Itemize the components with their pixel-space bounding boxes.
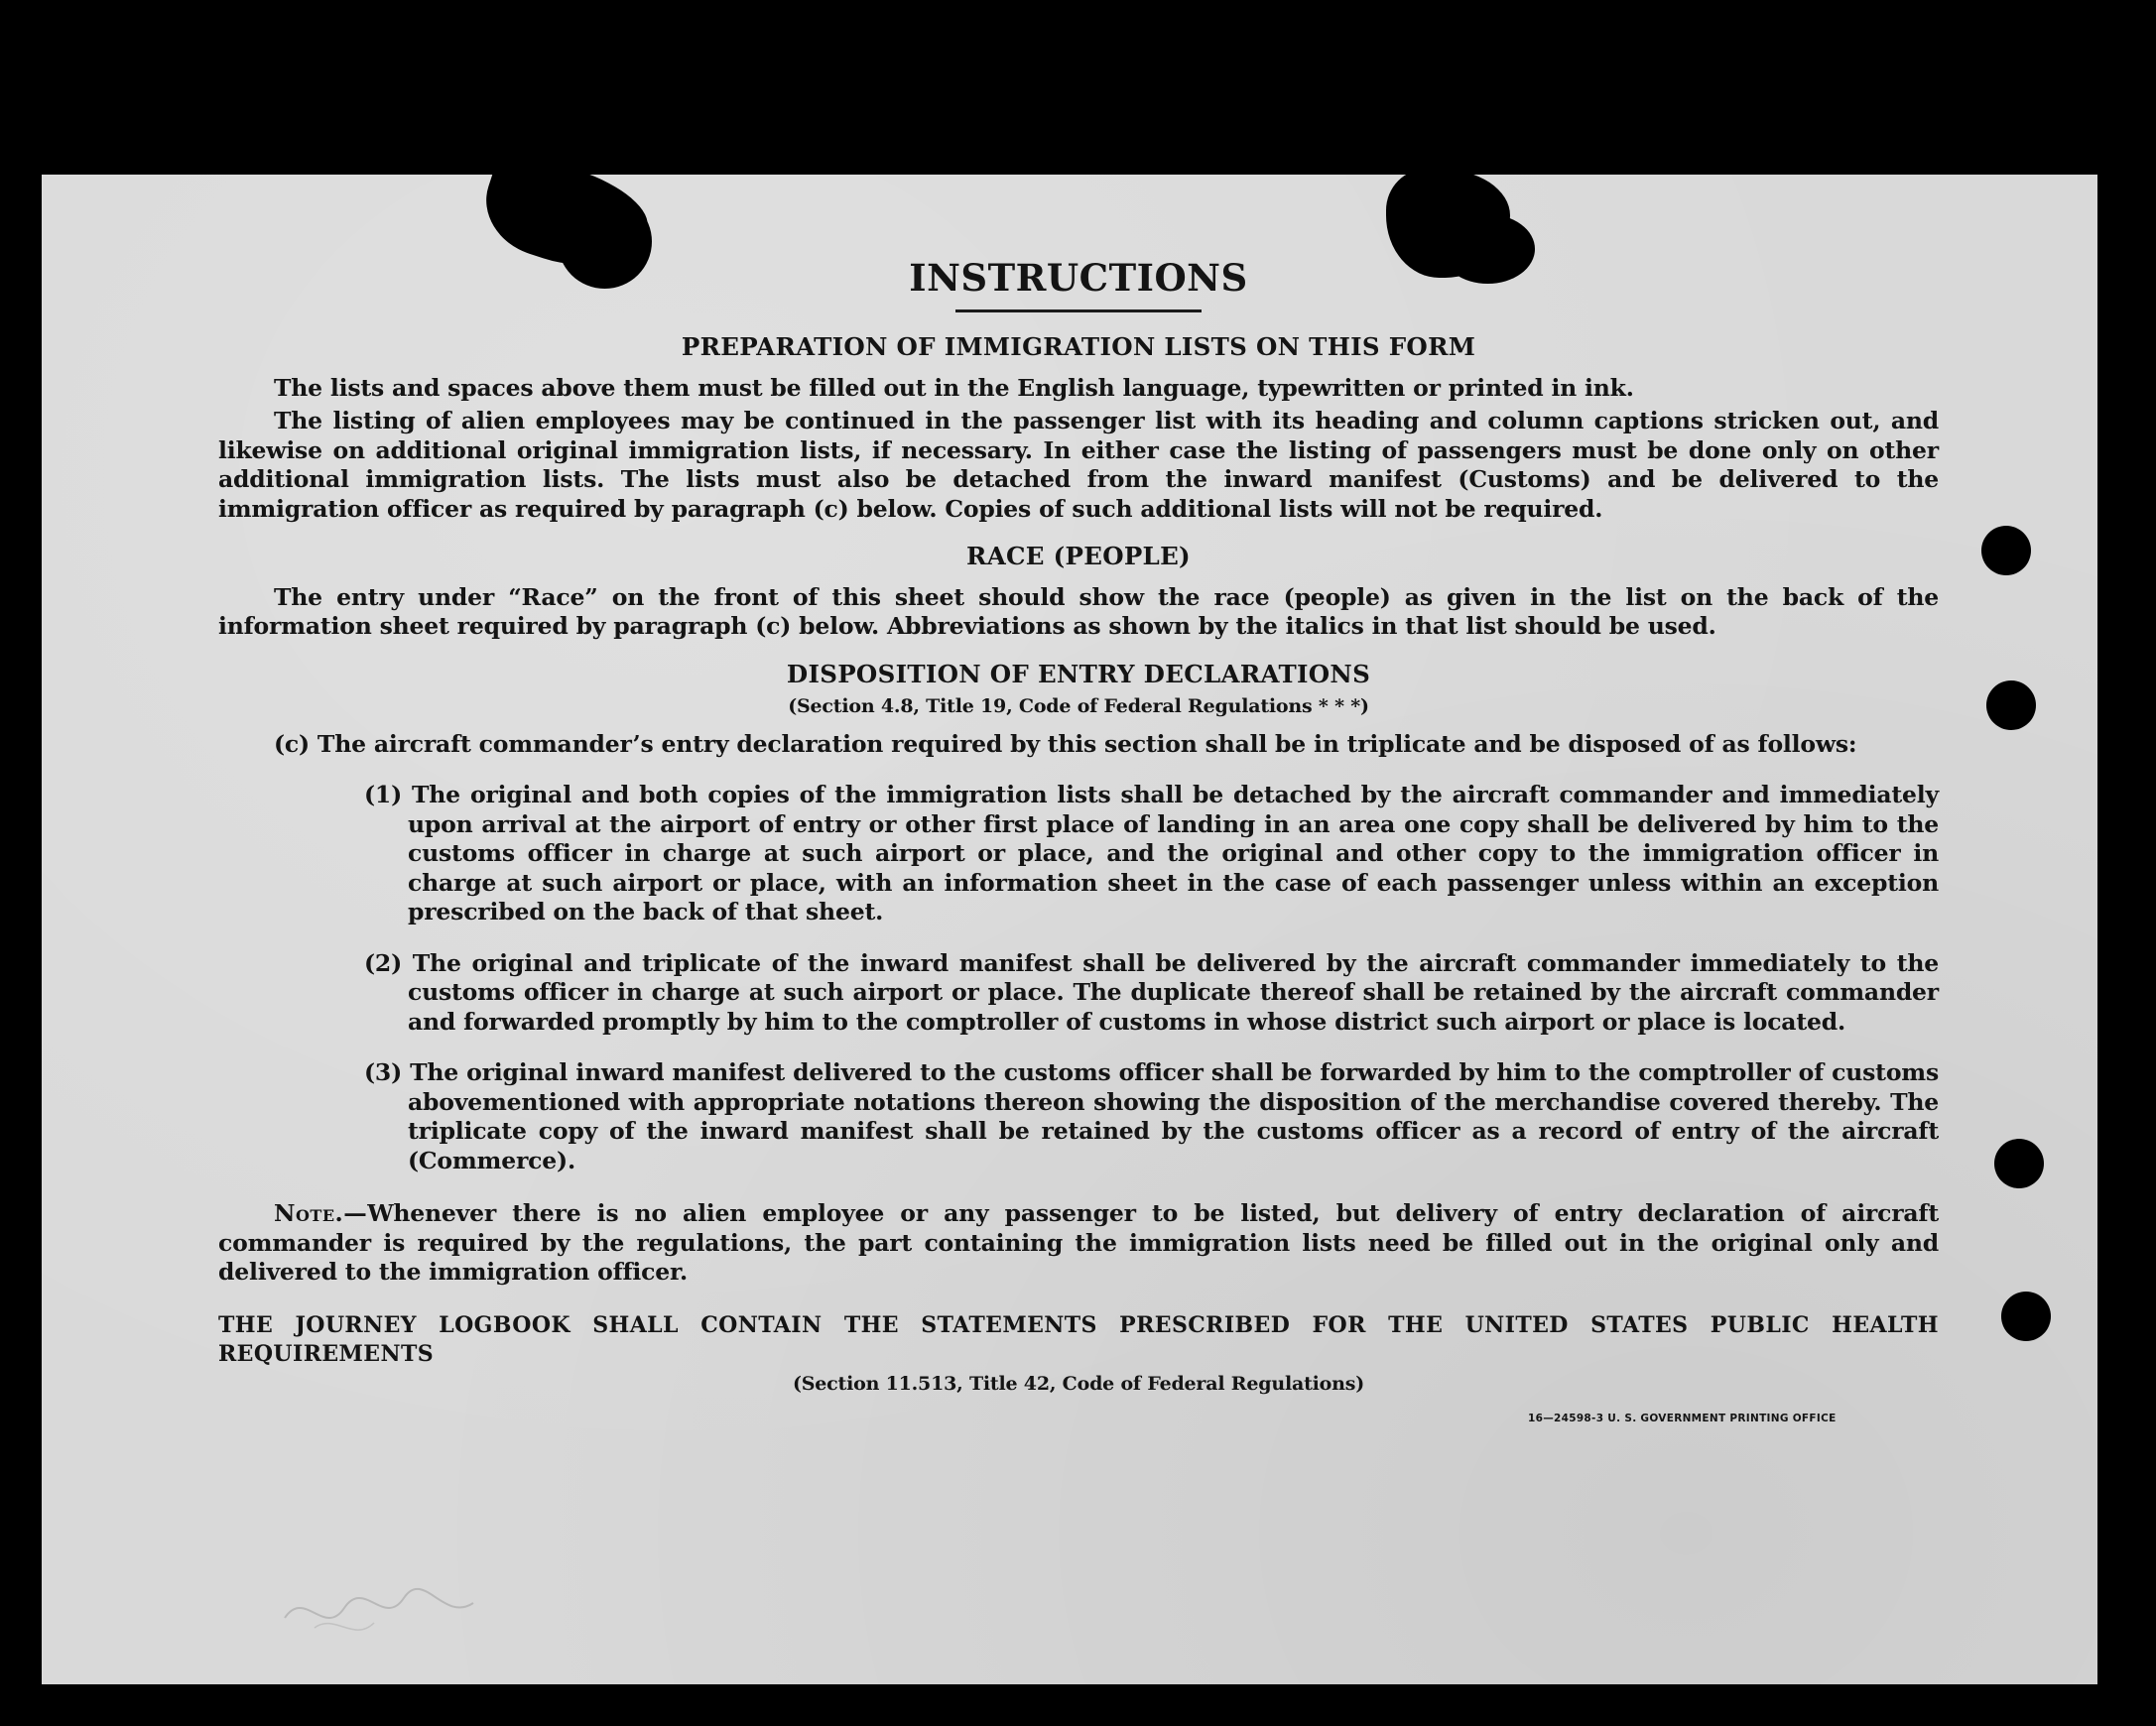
page-title: INSTRUCTIONS (909, 256, 1248, 300)
paragraph: The entry under “Race” on the front of this sheet should show the race (people) as given in the list on the back of the information sheet required by paragraph (c) below. Abbreviations as shown by the italics in that list should be used. (218, 582, 1939, 640)
disposition-intro: (c) The aircraft commander’s entry declaration required by this section shall be in triplicate and be disposed of as follows: (274, 729, 1857, 758)
document-page (42, 175, 2097, 1684)
section-heading-disposition: DISPOSITION OF ENTRY DECLARATIONS (786, 659, 1371, 688)
punch-hole (1994, 1139, 2044, 1188)
list-item: (3) The original inward manifest delivered to the customs officer shall be forwarded by him to the comptroller of customs abovementioned with appropriate notations thereon showing the disposition of the merchandise covered thereby. The triplicate copy of the inward manifest shall be retained by the customs officer as a record of entry of the aircraft (Commerce). (364, 1058, 1939, 1174)
printing-office-imprint: 16—24598-3 U. S. GOVERNMENT PRINTING OFFICE (1528, 1413, 1837, 1424)
title-underline (955, 309, 1202, 312)
paragraph: The lists and spaces above them must be filled out in the English language, typewritten or printed in ink. (274, 373, 1634, 402)
punch-hole (2001, 1292, 2051, 1341)
punch-hole (1986, 680, 2036, 730)
section-heading-preparation: PREPARATION OF IMMIGRATION LISTS ON THIS FORM (681, 332, 1476, 361)
note-paragraph (218, 1199, 1939, 1288)
faint-signature-mark (275, 1568, 483, 1648)
list-item: (1) The original and both copies of the immigration lists shall be detached by the aircraft commander and immediately upon arrival at the airport of entry or other first place of landing in an area one copy shall be delivered by him to the customs officer in charge at such airport or place, and the original and other copy to the immigration officer in charge at such airport or place, with an information sheet in the case of each passenger unless within an exception prescribed on the back of that sheet. (364, 781, 1939, 925)
paragraph: The listing of alien employees may be continued in the passenger list with its heading and column captions stricken out, and likewise on additional original immigration lists, if necessary. In either case the listing of passengers must be done only on other additional immigration lists. The lists must also be detached from the inward manifest (Customs) and be delivered to the immigration officer as required by paragraph (c) below. Copies of such additional lists will not be required. (218, 407, 1939, 523)
section-subheading: (Section 4.8, Title 19, Code of Federal Regulations * * *) (788, 695, 1369, 717)
journey-subheading: (Section 11.513, Title 42, Code of Federal Regulations) (792, 1372, 1365, 1395)
section-heading-race: RACE (PEOPLE) (966, 542, 1191, 570)
instructions-body (218, 256, 1939, 1399)
punch-hole (1981, 526, 2031, 575)
note-label: Note.— (274, 1199, 368, 1227)
note-text: Whenever there is no alien employee or any passenger to be listed, but delivery of entry declaration of aircraft commander is required by the regulations, the part containing the immigration lists need be filled out in the original only and delivered to the immigration officer. (218, 1199, 1939, 1286)
journey-statement: THE JOURNEY LOGBOOK SHALL CONTAIN THE STATEMENTS PRESCRIBED FOR THE UNITED STATES PUBLIC HEALTH REQUIREMENTS (218, 1311, 1939, 1367)
list-item: (2) The original and triplicate of the inward manifest shall be delivered by the aircraft commander immediately to the customs officer in charge at such airport or place. The duplicate thereof shall be retained by the aircraft commander and forwarded promptly by him to the comptroller of customs in whose district such airport or place is located. (364, 948, 1939, 1036)
